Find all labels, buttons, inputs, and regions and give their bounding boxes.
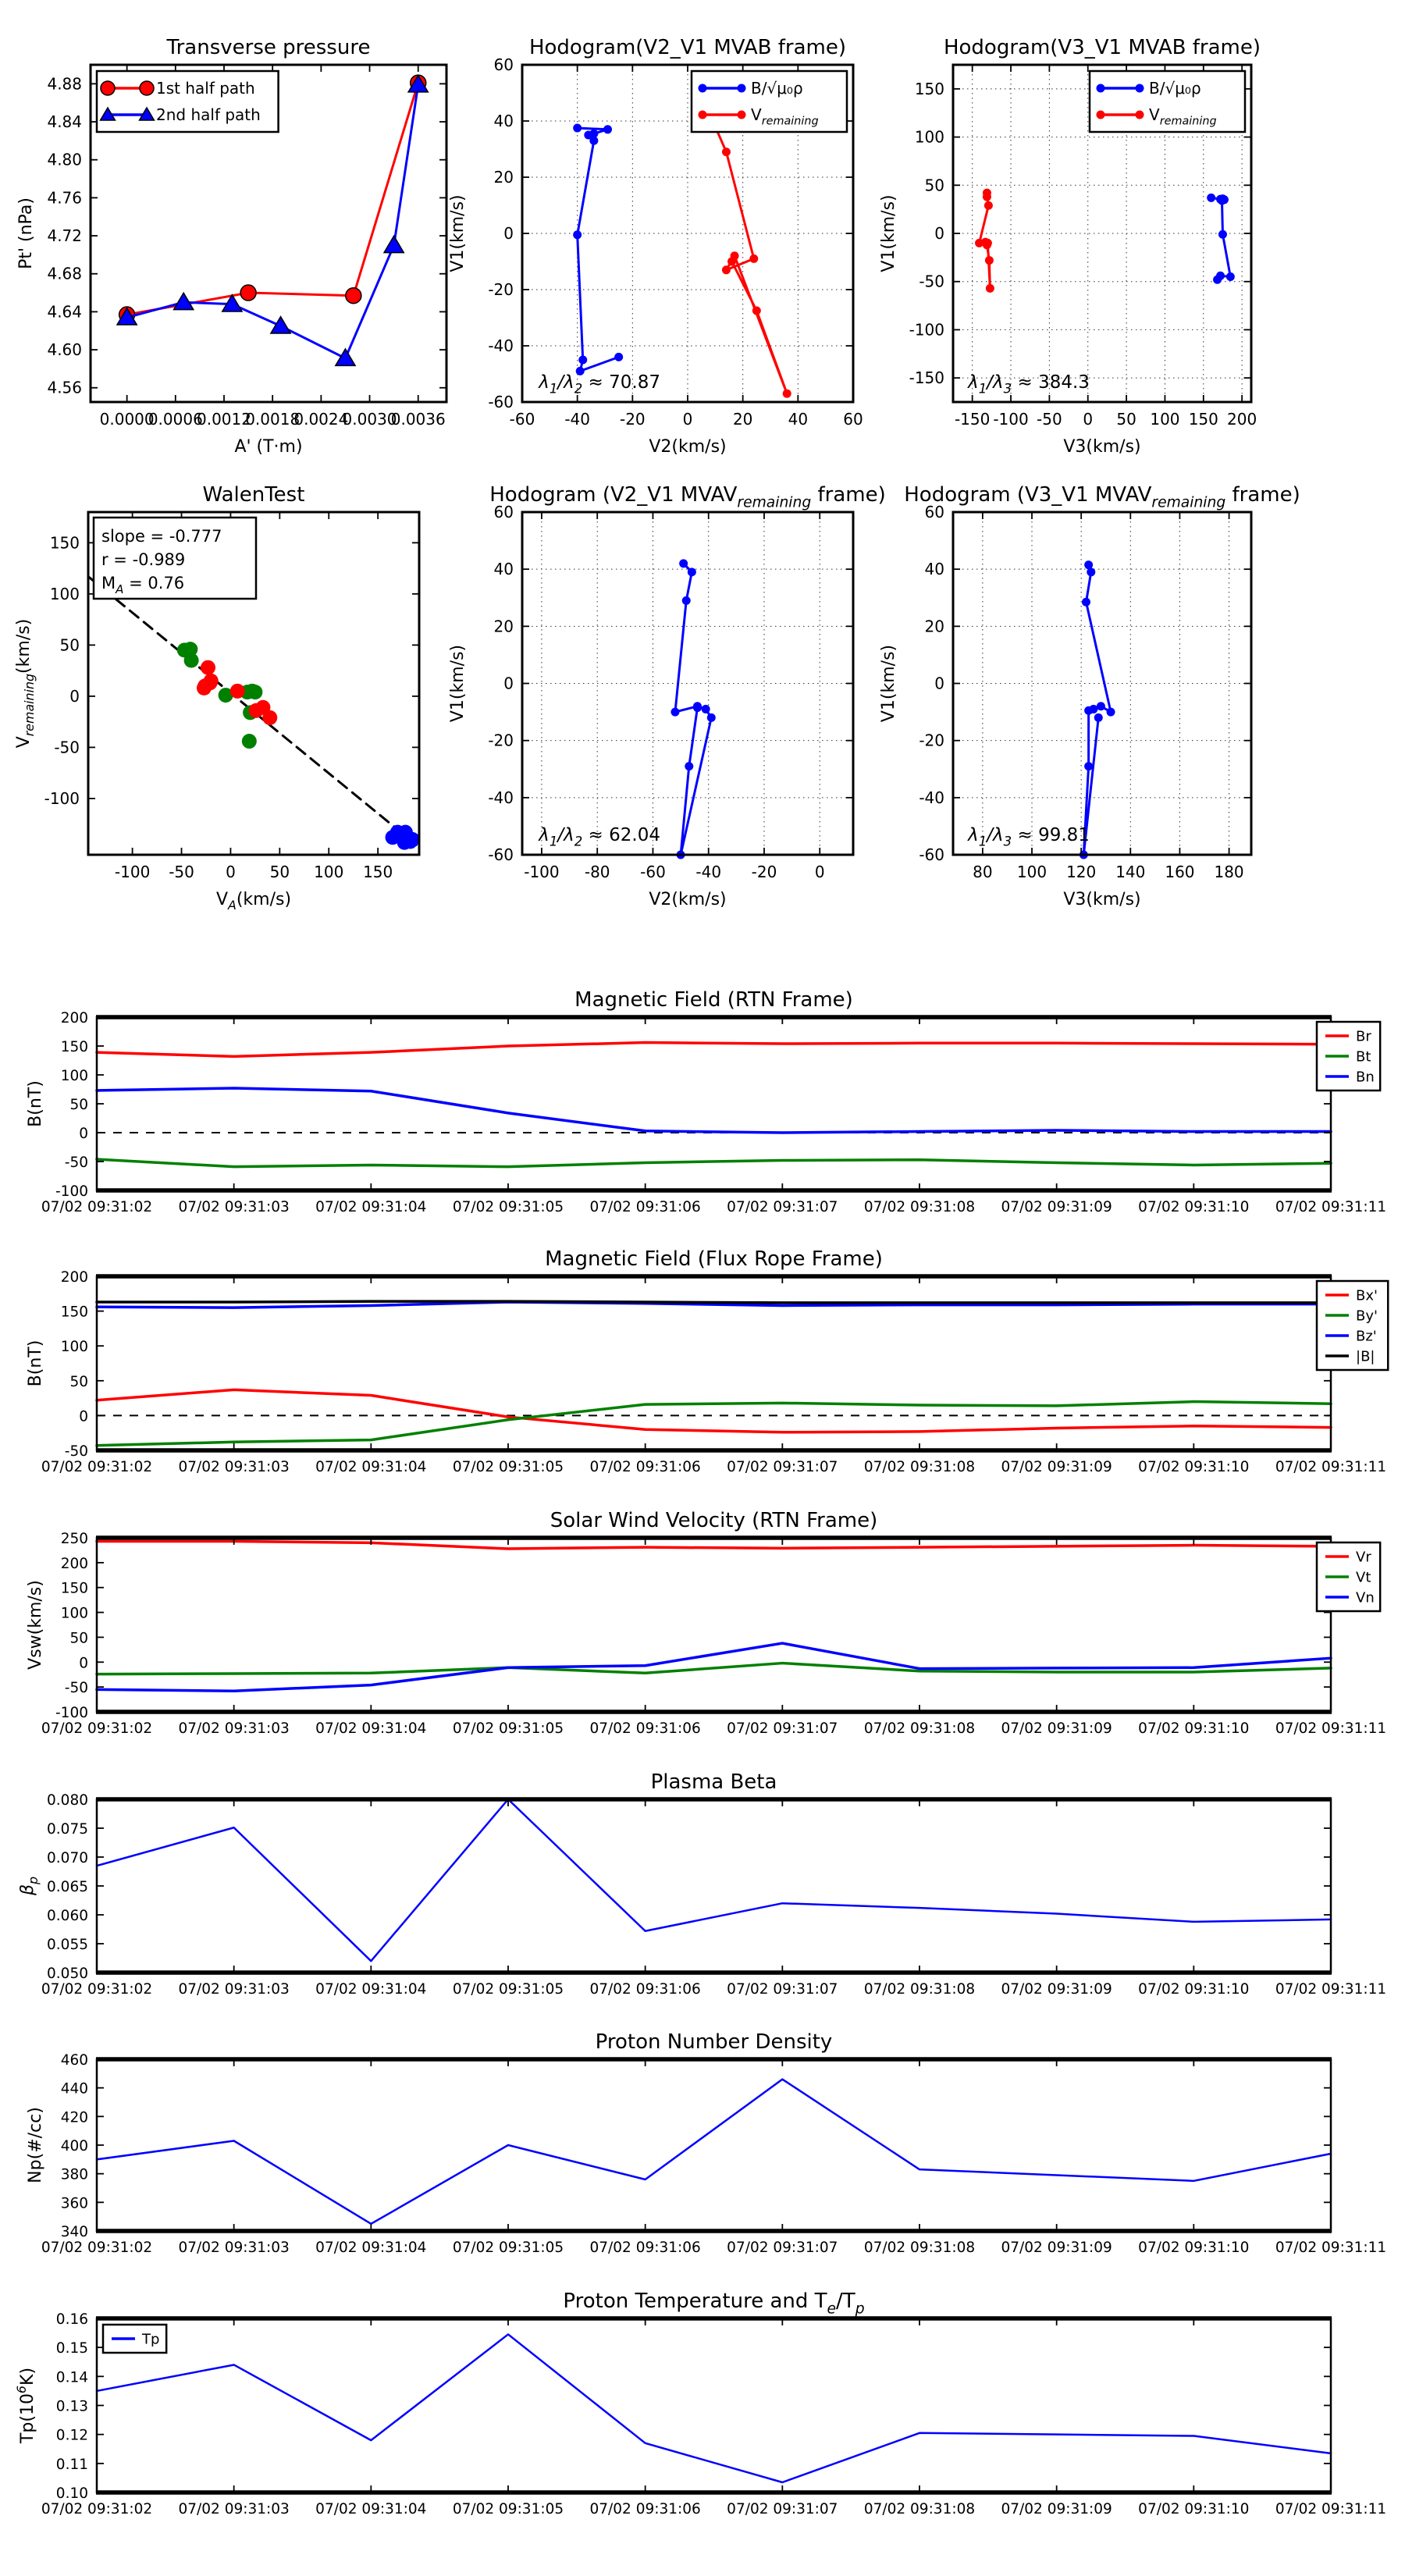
svg-text:4.88: 4.88 [47,74,82,94]
svg-text:-40: -40 [919,788,944,807]
svg-text:07/02 09:31:08: 07/02 09:31:08 [863,1981,976,1998]
svg-text:-40: -40 [488,788,514,807]
chart-title: Solar Wind Velocity (RTN Frame) [550,1509,878,1532]
svg-text:0.14: 0.14 [55,2369,88,2386]
grid [953,512,1251,855]
axes-frame [97,1799,1331,1973]
svg-text:0.050: 0.050 [47,1966,88,1982]
svg-text:07/02 09:31:03: 07/02 09:31:03 [178,1459,290,1475]
svg-text:0.0030: 0.0030 [342,410,397,429]
svg-text:07/02 09:31:06: 07/02 09:31:06 [589,1199,701,1215]
svg-text:20: 20 [493,617,514,636]
legend [692,71,847,132]
svg-text:Vn: Vn [1356,1589,1375,1606]
svg-text:07/02 09:31:09: 07/02 09:31:09 [1001,1459,1112,1475]
svg-text:-60: -60 [488,393,514,411]
svg-text:07/02 09:31:09: 07/02 09:31:09 [1001,1199,1112,1215]
svg-text:100: 100 [60,1068,88,1084]
x-axis-label: V3(km/s) [1063,890,1141,909]
chart-title: Hodogram (V2_V1 $MVAV_{remaining}$ frame) [489,483,886,511]
svg-text:440: 440 [60,2080,88,2097]
subplot-walen-test [14,483,420,913]
svg-text:0: 0 [226,863,236,881]
x-axis-label: V2(km/s) [649,437,727,457]
svg-text:0.11: 0.11 [55,2456,88,2473]
svg-text:07/02 09:31:09: 07/02 09:31:09 [1001,2240,1112,2256]
svg-text:0: 0 [69,686,80,706]
svg-text:07/02 09:31:10: 07/02 09:31:10 [1138,1981,1250,1998]
svg-text:-50: -50 [64,1443,88,1460]
y-axis-label: Vsw(km/s) [26,1580,45,1670]
svg-text:0: 0 [814,863,825,881]
svg-text:20: 20 [493,168,514,187]
svg-text:40: 40 [924,560,944,579]
legend [1317,1022,1380,1091]
svg-text:0: 0 [1083,410,1094,429]
svg-text:07/02 09:31:10: 07/02 09:31:10 [1138,1199,1250,1215]
ticks [97,1538,1331,1712]
svg-text:07/02 09:31:07: 07/02 09:31:07 [727,1459,838,1475]
svg-text:07/02 09:31:03: 07/02 09:31:03 [178,1720,290,1737]
svg-text:0.060: 0.060 [47,1908,88,1924]
svg-text:-100: -100 [55,1705,88,1721]
svg-text:07/02 09:31:03: 07/02 09:31:03 [178,1199,290,1215]
svg-text:4.72: 4.72 [47,226,82,246]
svg-text:0.075: 0.075 [47,1821,88,1838]
svg-text:400: 400 [60,2138,88,2154]
chart-title: Hodogram(V2_V1 MVAB frame) [528,36,847,59]
svg-text:-150: -150 [954,410,991,429]
svg-text:Vt: Vt [1356,1569,1371,1586]
svg-text:0.0024: 0.0024 [293,410,349,429]
svg-text:4.80: 4.80 [47,150,82,169]
svg-text:07/02 09:31:08: 07/02 09:31:08 [863,1459,976,1475]
svg-text:100: 100 [1150,410,1180,429]
svg-text:-80: -80 [584,863,610,881]
svg-text:-20: -20 [919,731,944,750]
svg-text:-100: -100 [44,788,80,808]
svg-text:0.16: 0.16 [55,2311,88,2328]
svg-text:0: 0 [503,224,514,243]
svg-text:0.070: 0.070 [47,1850,88,1866]
svg-text:0.0012: 0.0012 [197,410,251,429]
svg-text:07/02 09:31:06: 07/02 09:31:06 [589,2501,701,2517]
chart-title: Magnetic Field (Flux Rope Frame) [545,1247,883,1271]
svg-text:-100: -100 [55,1183,88,1200]
svg-text:Vremaining: $V_{remaining}$ [1149,105,1217,128]
svg-text:0.13: 0.13 [55,2398,88,2415]
svg-text:-150: -150 [909,368,944,388]
subplot-proton-temperature [14,2290,1386,2517]
svg-text:2nd half path: 2nd half path [156,105,261,124]
series-scatter-blue [386,825,420,850]
chart-title: Plasma Beta [650,1770,777,1794]
svg-text:07/02 09:31:04: 07/02 09:31:04 [315,1199,427,1215]
svg-text:-60: -60 [919,845,944,864]
svg-text:-40: -40 [695,863,722,881]
svg-text:07/02 09:31:11: 07/02 09:31:11 [1275,1199,1387,1215]
svg-text:07/02 09:31:04: 07/02 09:31:04 [315,1981,427,1998]
svg-text:50: 50 [69,1630,88,1647]
svg-text:50: 50 [59,635,80,655]
svg-text:50: 50 [69,1373,88,1390]
svg-text:07/02 09:31:02: 07/02 09:31:02 [41,1981,153,1998]
svg-text:Bn: Bn [1356,1069,1375,1086]
chart-title: Hodogram(V3_V1 MVAB frame) [943,36,1261,59]
svg-text:120: 120 [1066,863,1097,881]
svg-text:Bx': Bx' [1356,1287,1378,1304]
y-axis-label: $\beta_p$ [18,1876,41,1896]
svg-text:100: 100 [314,863,344,881]
svg-text:07/02 09:31:02: 07/02 09:31:02 [41,1199,153,1215]
subplot-bfield-fluxrope [26,1247,1388,1475]
svg-text:Vremaining: $V_{remaining}$ [751,105,819,128]
svg-text:160: 160 [1165,863,1195,881]
svg-text:07/02 09:31:05: 07/02 09:31:05 [452,1459,564,1475]
series-beta-p [97,1799,1331,1961]
y-axis-label: B(nT) [26,1340,45,1387]
x-axis-label: $V_A(km/s)$ [215,890,292,913]
svg-text:0.0006: 0.0006 [148,410,203,429]
svg-text:150: 150 [914,79,944,98]
svg-text:100: 100 [60,1339,88,1356]
y-axis-label: V1(km/s) [448,644,468,723]
svg-text:360: 360 [60,2195,88,2212]
svg-text:07/02 09:31:11: 07/02 09:31:11 [1275,2240,1387,2256]
legend [103,2325,166,2353]
svg-text:07/02 09:31:11: 07/02 09:31:11 [1275,1981,1387,1998]
svg-text:07/02 09:31:10: 07/02 09:31:10 [1138,2501,1250,2517]
svg-text:4.76: 4.76 [47,188,82,208]
svg-text:0: 0 [934,224,944,243]
svg-text:07/02 09:31:03: 07/02 09:31:03 [178,2240,290,2256]
series-b-sqrt-mu0-rho- [573,124,623,375]
svg-text:07/02 09:31:02: 07/02 09:31:02 [41,2501,153,2517]
svg-text:0.15: 0.15 [55,2340,88,2357]
svg-text:4.60: 4.60 [47,340,82,360]
ticks [97,2059,1331,2231]
svg-text:150: 150 [363,863,393,881]
svg-text:100: 100 [1016,863,1048,881]
svg-text:07/02 09:31:07: 07/02 09:31:07 [727,2240,838,2256]
tick-labels [41,2311,1386,2517]
chart-title: Magnetic Field (RTN Frame) [574,988,853,1012]
series-b-sqrt-mu0-rho- [1080,560,1115,859]
svg-text:0.055: 0.055 [47,1937,88,1953]
svg-text:4.64: 4.64 [47,302,82,322]
svg-text:-50: -50 [54,738,80,757]
svg-text:Bt: Bt [1356,1048,1371,1066]
svg-text:-40: -40 [564,410,591,429]
svg-text:50: 50 [924,176,944,195]
chart-title: WalenTest [202,483,305,507]
series-bt [97,1159,1331,1167]
svg-text:0: 0 [79,1126,88,1142]
series-np [97,2080,1331,2224]
svg-text:07/02 09:31:07: 07/02 09:31:07 [727,1720,838,1737]
eigenvalue-ratio-annotation: $\lambda_1/\lambda_2 \approx 70.87$ [539,372,661,397]
legend [97,71,279,132]
x-axis-label: V2(km/s) [649,890,727,909]
svg-text:50: 50 [269,863,290,881]
svg-text:07/02 09:31:10: 07/02 09:31:10 [1138,1720,1250,1737]
svg-text:50: 50 [69,1097,88,1113]
svg-text:40: 40 [493,560,514,579]
svg-text:B/√μ₀ρ: B/√μ₀ρ [751,79,803,98]
svg-text:07/02 09:31:04: 07/02 09:31:04 [315,1720,427,1737]
svg-text:460: 460 [60,2052,88,2069]
svg-text:07/02 09:31:11: 07/02 09:31:11 [1275,2501,1387,2517]
svg-text:200: 200 [1227,410,1257,429]
svg-text:By': By' [1356,1308,1378,1325]
y-axis-label: V1(km/s) [879,644,898,723]
series--b- [97,1301,1331,1303]
svg-text:0.0018: 0.0018 [245,410,301,429]
svg-text:340: 340 [60,2224,88,2240]
tick-labels [41,1010,1386,1215]
tick-labels [41,2052,1386,2256]
svg-text:-100: -100 [114,863,151,881]
svg-text:200: 200 [60,1010,88,1026]
tick-labels [41,1269,1386,1475]
svg-text:B/√μ₀ρ: B/√μ₀ρ [1149,79,1201,98]
svg-text:0.10: 0.10 [55,2485,88,2502]
svg-text:07/02 09:31:10: 07/02 09:31:10 [1138,1459,1250,1475]
series-v-remaining [711,111,791,397]
svg-text:-20: -20 [619,410,646,429]
svg-text:0: 0 [682,410,693,429]
svg-text:150: 150 [60,1304,88,1321]
svg-text:07/02 09:31:07: 07/02 09:31:07 [727,2501,838,2517]
svg-text:0.0036: 0.0036 [390,410,446,429]
svg-text:07/02 09:31:11: 07/02 09:31:11 [1275,1720,1387,1737]
eigenvalue-ratio-annotation: $\lambda_1/\lambda_3 \approx 99.81$ [968,825,1090,849]
svg-text:07/02 09:31:03: 07/02 09:31:03 [178,1981,290,1998]
svg-text:0.0000: 0.0000 [99,410,155,429]
series-scatter-green [177,642,263,749]
svg-text:4.56: 4.56 [47,378,82,397]
legend [1317,1542,1380,1611]
svg-text:07/02 09:31:05: 07/02 09:31:05 [452,1199,564,1215]
series-bn [97,1088,1331,1133]
svg-text:07/02 09:31:09: 07/02 09:31:09 [1001,1981,1112,1998]
chart-title: Proton Temperature and $T_e/T_p$ [563,2290,865,2318]
chart-title: Hodogram (V3_V1 $MVAV_{remaining}$ frame) [904,483,1300,511]
svg-text:07/02 09:31:02: 07/02 09:31:02 [41,1459,153,1475]
svg-text:250: 250 [60,1531,88,1547]
subplot-hodogram-v3v1-mvab [879,36,1261,457]
svg-text:07/02 09:31:05: 07/02 09:31:05 [452,1720,564,1737]
svg-text:4.68: 4.68 [47,264,82,283]
svg-text:-20: -20 [488,731,514,750]
svg-text:07/02 09:31:08: 07/02 09:31:08 [863,2501,976,2517]
svg-text:07/02 09:31:05: 07/02 09:31:05 [452,2501,564,2517]
svg-text:-100: -100 [909,320,944,340]
legend [1317,1281,1388,1370]
svg-text:-100: -100 [993,410,1029,429]
chart-title: Transverse pressure [166,36,371,59]
eigenvalue-ratio-annotation: $\lambda_1/\lambda_3 \approx 384.3$ [968,372,1090,397]
svg-text:100: 100 [49,584,80,603]
svg-text:Bz': Bz' [1356,1328,1377,1345]
series-br [97,1043,1331,1057]
svg-text:380: 380 [60,2166,88,2183]
svg-text:-50: -50 [169,863,194,881]
ticks [97,2318,1331,2492]
ticks [97,1799,1331,1973]
y-axis-label: Pt' (nPa) [16,197,36,269]
series-vr [97,1541,1331,1549]
svg-text:07/02 09:31:09: 07/02 09:31:09 [1001,2501,1112,2517]
svg-text:07/02 09:31:10: 07/02 09:31:10 [1138,2240,1250,2256]
svg-text:-60: -60 [488,845,514,864]
svg-text:0: 0 [79,1408,88,1425]
svg-text:150: 150 [49,533,80,553]
subplot-hodogram-v3v1-mvav [879,483,1300,909]
series-tp [97,2334,1331,2482]
y-axis-label: V1(km/s) [448,194,468,272]
stats-box-line: slope = -0.777 [101,527,222,546]
x-axis-label: V3(km/s) [1063,437,1141,457]
svg-text:-20: -20 [751,863,777,881]
svg-text:07/02 09:31:02: 07/02 09:31:02 [41,2240,153,2256]
svg-text:07/02 09:31:04: 07/02 09:31:04 [315,1459,427,1475]
svg-text:0.065: 0.065 [47,1879,88,1895]
eigenvalue-ratio-annotation: $\lambda_1/\lambda_2 \approx 62.04$ [539,825,661,849]
svg-text:07/02 09:31:08: 07/02 09:31:08 [863,1720,976,1737]
svg-text:60: 60 [843,410,863,429]
subplot-hodogram-v2v1-mvab [448,36,863,457]
subplot-plasma-beta [18,1770,1386,1998]
subplot-hodogram-v2v1-mvav [448,483,886,909]
y-axis-label: V1(km/s) [879,194,898,272]
svg-text:140: 140 [1115,863,1146,881]
series-b-sqrt-mu0-rho- [1207,194,1235,284]
svg-text:180: 180 [1214,863,1244,881]
stats-box-line: r = -0.989 [101,550,186,569]
svg-text:-100: -100 [524,863,560,881]
svg-text:-40: -40 [488,336,514,355]
y-axis-label: $Tp(10^6K)$ [14,2367,37,2444]
svg-text:07/02 09:31:04: 07/02 09:31:04 [315,2240,427,2256]
svg-text:200: 200 [60,1555,88,1572]
svg-text:0.12: 0.12 [55,2427,88,2444]
svg-text:Tp: Tp [142,2331,160,2348]
svg-text:07/02 09:31:07: 07/02 09:31:07 [727,1199,838,1215]
subplot-bfield-rtn [26,988,1386,1215]
svg-text:40: 40 [788,410,809,429]
svg-text:150: 150 [1188,410,1218,429]
svg-text:0.080: 0.080 [47,1792,88,1809]
svg-text:-60: -60 [640,863,666,881]
svg-text:50: 50 [1116,410,1136,429]
svg-text:420: 420 [60,2109,88,2126]
svg-text:07/02 09:31:06: 07/02 09:31:06 [589,1720,701,1737]
axes-frame [97,2318,1331,2492]
svg-text:Br: Br [1356,1028,1371,1045]
series-bx' [97,1389,1331,1432]
x-axis-label: A' (T·m) [234,437,303,457]
svg-text:07/02 09:31:05: 07/02 09:31:05 [452,1981,564,1998]
svg-text:0: 0 [934,674,944,693]
svg-text:-50: -50 [1037,410,1062,429]
svg-text:-60: -60 [509,410,535,429]
svg-text:|B|: |B| [1356,1348,1375,1365]
subplot-transverse-pressure [16,36,446,457]
svg-text:07/02 09:31:03: 07/02 09:31:03 [178,2501,290,2517]
svg-text:150: 150 [60,1039,88,1055]
svg-text:150: 150 [60,1580,88,1597]
subplot-vsw-rtn [26,1509,1386,1737]
svg-text:07/02 09:31:02: 07/02 09:31:02 [41,1720,153,1737]
tick-labels [41,1531,1386,1737]
y-axis-label: $V_{remaining}(km/s)$ [14,618,37,749]
svg-text:200: 200 [60,1269,88,1286]
chart-title: Proton Number Density [595,2030,833,2054]
svg-text:07/02 09:31:11: 07/02 09:31:11 [1275,1459,1387,1475]
axes-frame [97,2059,1331,2231]
svg-text:-50: -50 [64,1680,88,1697]
svg-text:07/02 09:31:08: 07/02 09:31:08 [863,2240,976,2256]
svg-text:100: 100 [60,1605,88,1622]
svg-text:07/02 09:31:08: 07/02 09:31:08 [863,1199,976,1215]
svg-text:-50: -50 [919,272,944,291]
stats-box-line: $M_A = 0.76$ [101,574,185,596]
svg-text:60: 60 [924,503,944,521]
svg-text:07/02 09:31:06: 07/02 09:31:06 [589,1459,701,1475]
subplot-proton-density [26,2030,1386,2256]
svg-text:40: 40 [493,112,514,130]
y-axis-label: B(nT) [26,1080,45,1127]
svg-text:0: 0 [79,1655,88,1672]
svg-text:20: 20 [732,410,753,429]
legend [1090,71,1245,132]
svg-text:4.84: 4.84 [47,112,82,132]
svg-text:07/02 09:31:04: 07/02 09:31:04 [315,2501,427,2517]
svg-text:0: 0 [503,674,514,693]
series-v-remaining [975,189,994,293]
svg-text:60: 60 [493,55,514,74]
series-b-sqrt-mu0-rho- [670,559,715,859]
y-axis-label: Np(#/cc) [26,2107,45,2183]
series-scatter-red [197,660,277,725]
tick-labels [41,1792,1386,1998]
svg-text:07/02 09:31:07: 07/02 09:31:07 [727,1981,838,1998]
svg-text:-20: -20 [488,280,514,299]
svg-text:1st half path: 1st half path [156,79,255,98]
svg-text:07/02 09:31:09: 07/02 09:31:09 [1001,1720,1112,1737]
svg-text:100: 100 [914,127,944,147]
series-by' [97,1402,1331,1446]
svg-text:07/02 09:31:06: 07/02 09:31:06 [589,1981,701,1998]
svg-text:-50: -50 [64,1155,88,1171]
svg-text:80: 80 [973,863,993,881]
svg-text:20: 20 [924,617,944,636]
svg-text:07/02 09:31:06: 07/02 09:31:06 [589,2240,701,2256]
svg-text:Vr: Vr [1356,1549,1371,1566]
axes-frame [97,1538,1331,1712]
svg-text:60: 60 [493,503,514,521]
svg-text:07/02 09:31:05: 07/02 09:31:05 [452,2240,564,2256]
